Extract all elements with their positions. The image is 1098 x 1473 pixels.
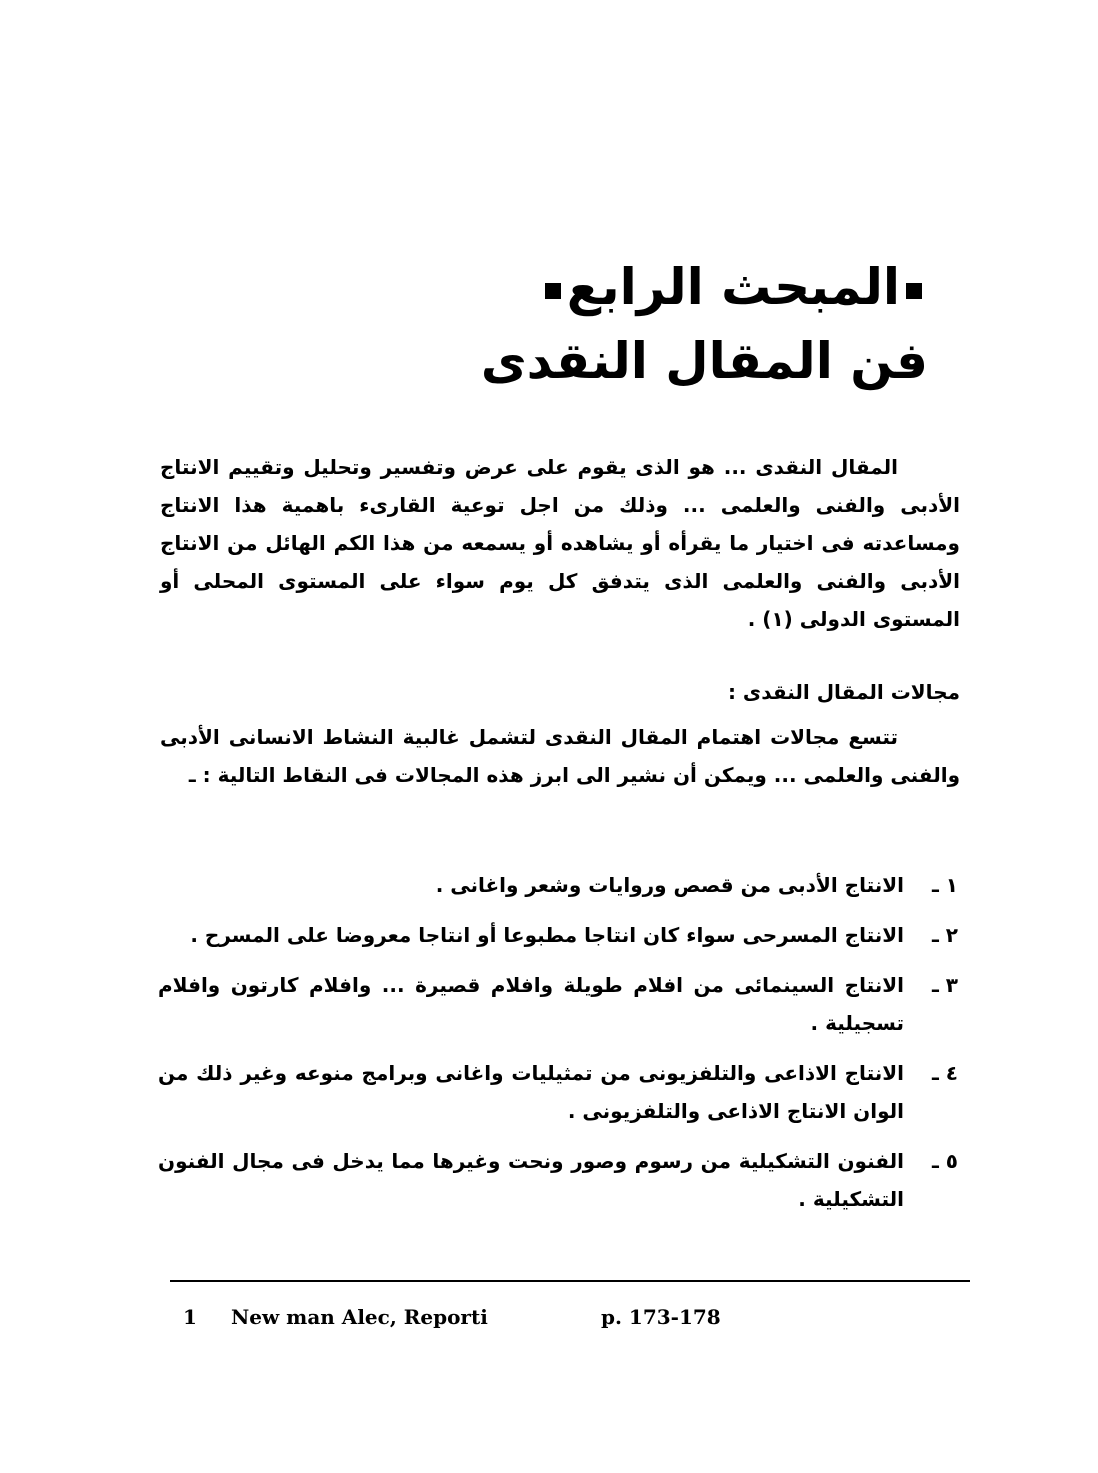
footnote: [183, 1300, 883, 1334]
chapter-title: [368, 250, 928, 398]
list-item-number: ٤ ـ: [931, 1061, 958, 1085]
section-heading: مجالات المقال النقدى :: [727, 680, 960, 704]
title-line-1: [368, 250, 928, 324]
footnote-pages: p. 173-178: [601, 1305, 721, 1329]
list-item: [158, 1054, 958, 1130]
footnote-number: 1: [183, 1305, 197, 1329]
intro-paragraph-text: المقال النقدى ... هو الذى يقوم على عرض وتفسير وتحليل وتقييم الانتاج الأدبى والفنى والعلمى ... وذلك من اجل توعية القارىء باهمية هذا الانتاج ومساعدته فى اختيار ما يقرأه أو يشاهده أو يسمعه من هذا الكم الهائل من الانتاج الأدبى والفنى والعلمى الذى يتدفق كل يوم سواء على المستوى المحلى أو المستوى الدولى (١) .: [160, 455, 960, 631]
list-item: [158, 866, 958, 904]
bullet-square-icon: [906, 283, 922, 299]
title-line-2: فن المقال النقدى: [480, 332, 928, 390]
list-item-text: الفنون التشكيلية من رسوم وصور ونحت وغيرها مما يدخل فى مجال الفنون التشكيلية .: [158, 1149, 904, 1211]
footnote-divider: [170, 1280, 970, 1282]
list-item-text: الانتاج السينمائى من افلام طويلة وافلام قصيرة ... وافلام كارتون وافلام تسجيلية .: [158, 973, 904, 1035]
list-item-text: الانتاج المسرحى سواء كان انتاجا مطبوعا أو انتاجا معروضا على المسرح .: [190, 923, 904, 947]
bullet-square-icon: [545, 283, 561, 299]
fields-list: [158, 866, 958, 1230]
title-line-1-text: المبحث الرابع: [566, 258, 900, 316]
list-item: [158, 966, 958, 1042]
list-item-number: ١ ـ: [931, 873, 958, 897]
footnote-source: New man Alec, Reporti: [231, 1305, 488, 1329]
list-item-number: ٥ ـ: [931, 1149, 958, 1173]
list-item-text: الانتاج الأدبى من قصص وروايات وشعر واغانى .: [435, 873, 904, 897]
list-item: [158, 1142, 958, 1218]
section-paragraph: [160, 718, 960, 794]
intro-paragraph: [160, 448, 960, 638]
list-item-number: ٢ ـ: [931, 923, 958, 947]
list-item: [158, 916, 958, 954]
list-item-text: الانتاج الاذاعى والتلفزيونى من تمثيليات واغانى وبرامج منوعه وغير ذلك من الوان الانتاج الاذاعى والتلفزيونى .: [158, 1061, 904, 1123]
list-item-number: ٣ ـ: [931, 973, 958, 997]
section-paragraph-text: تتسع مجالات اهتمام المقال النقدى لتشمل غالبية النشاط الانسانى الأدبى والفنى والعلمى ... ويمكن أن نشير الى ابرز هذه المجالات فى النقاط التالية : ـ: [160, 725, 960, 787]
